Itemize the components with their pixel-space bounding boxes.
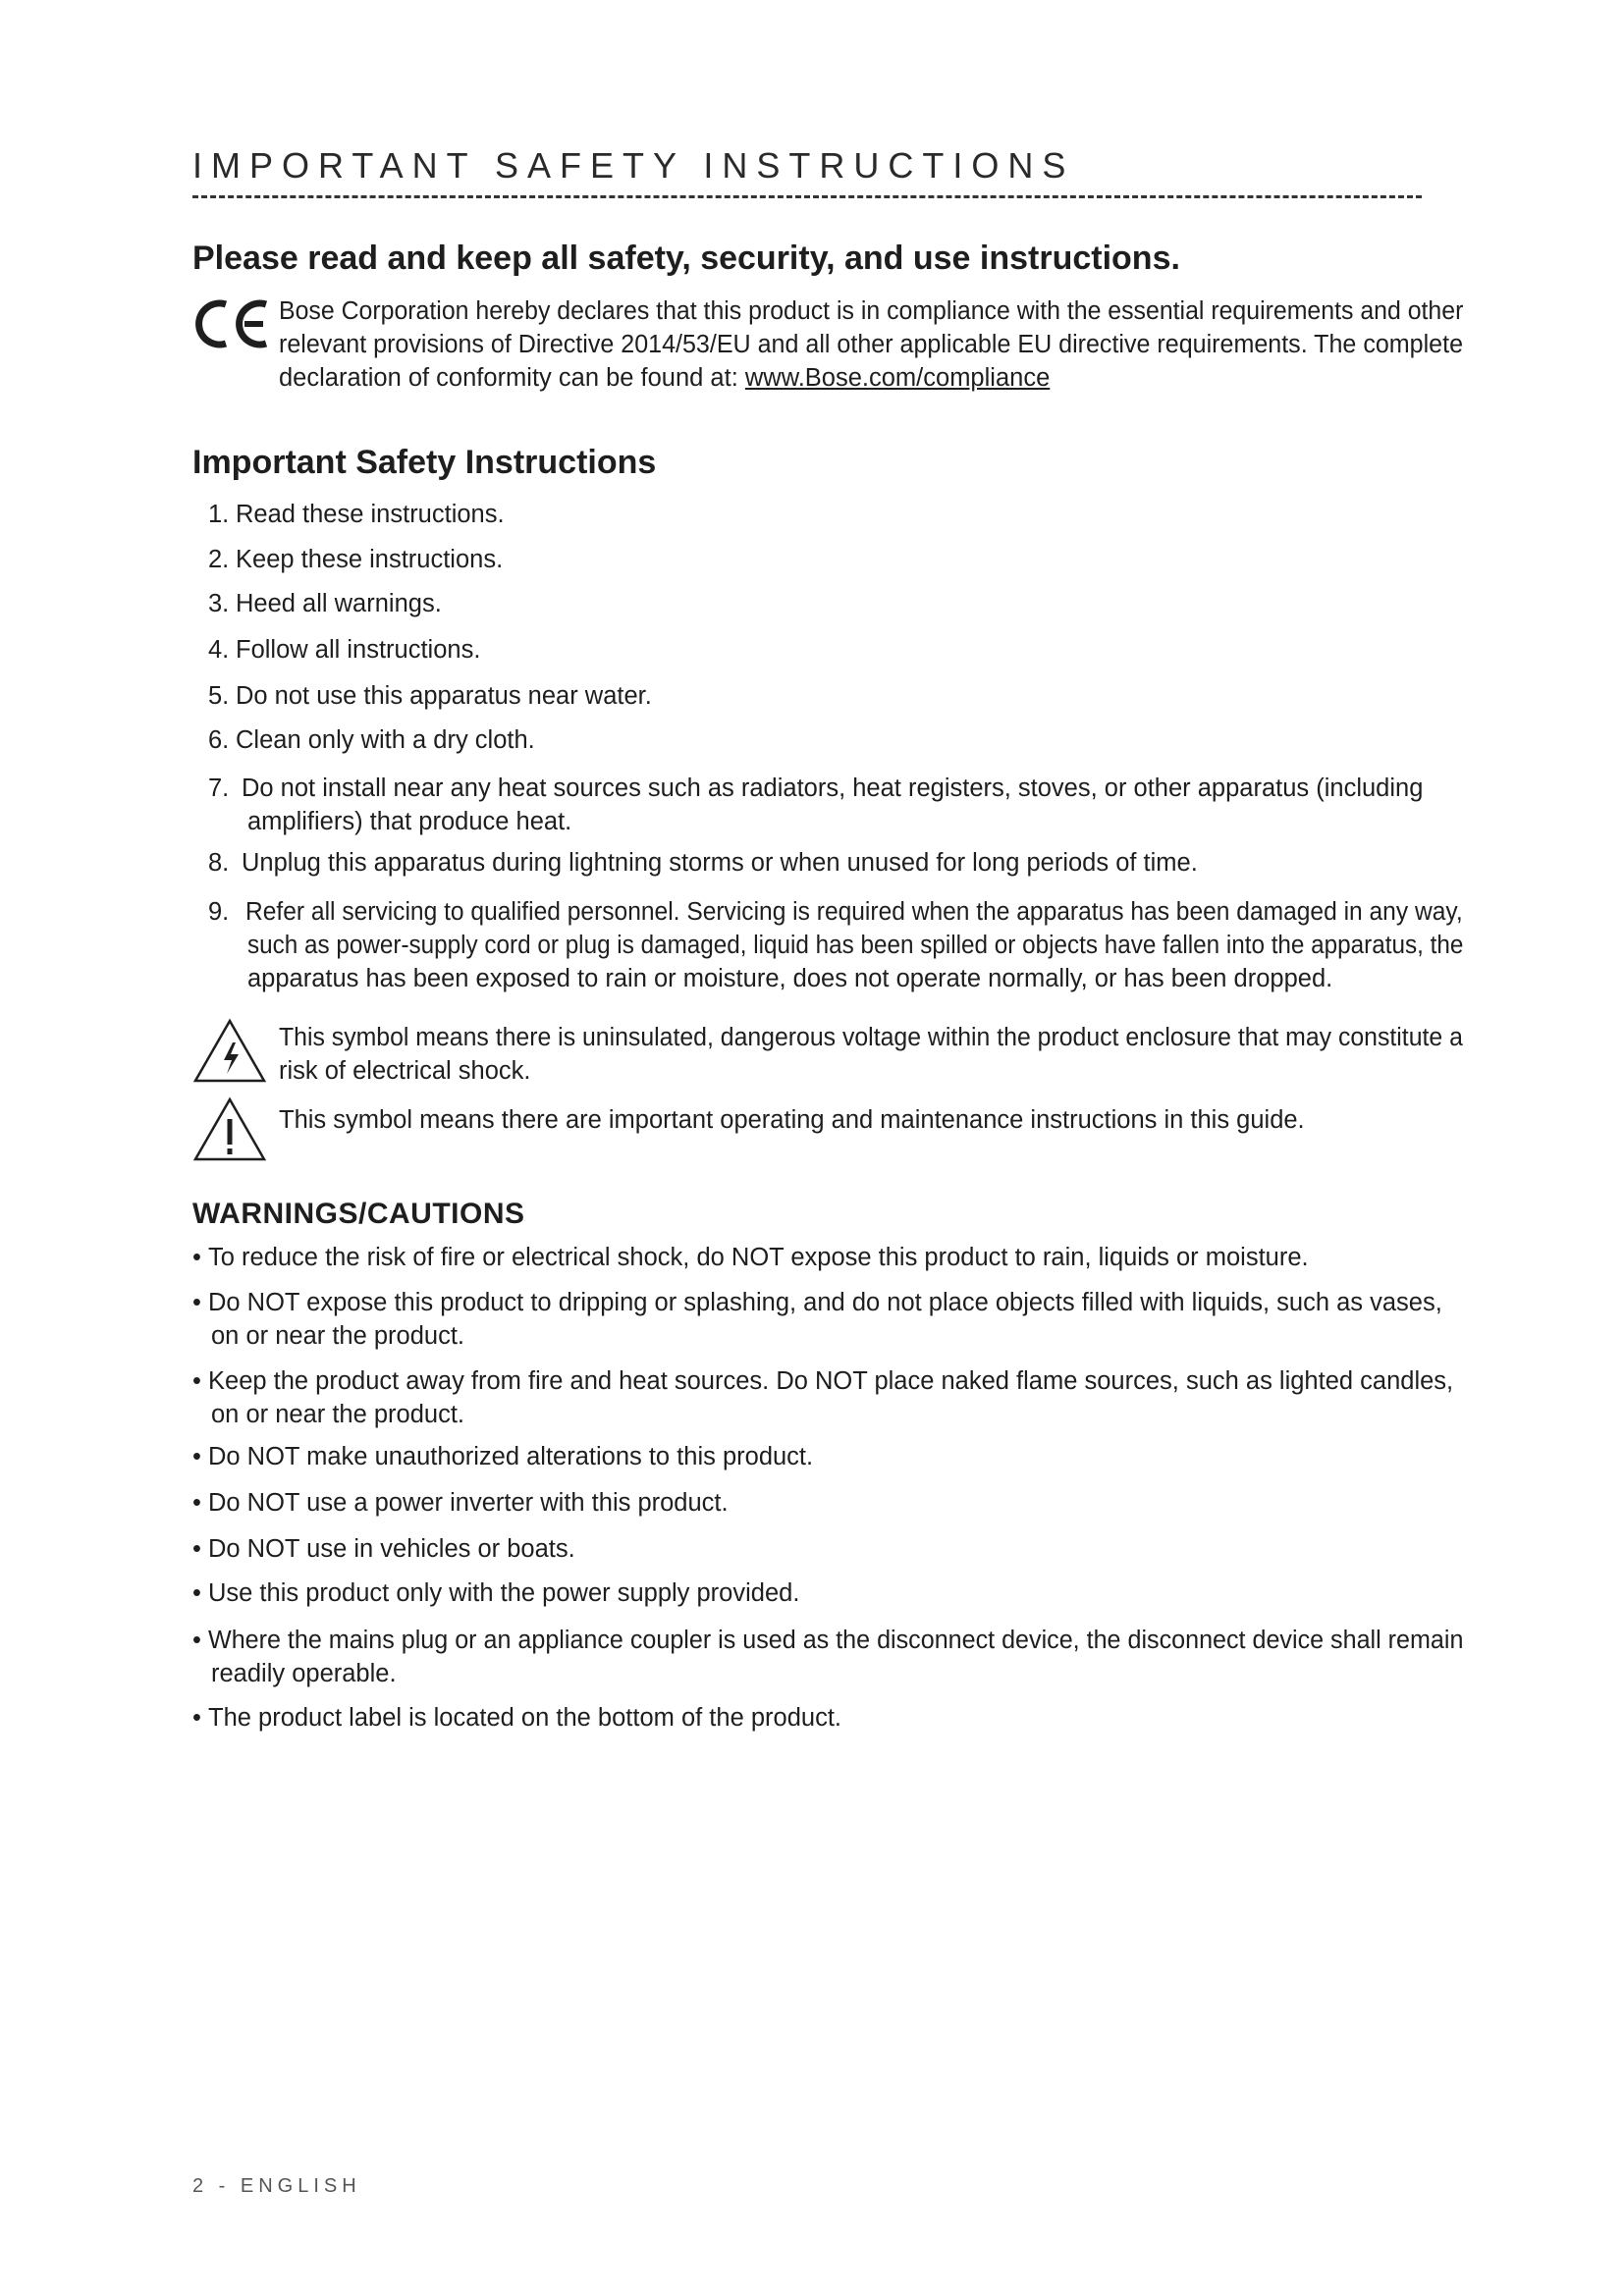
list-item: Heed all warnings. <box>236 590 442 617</box>
warning-item-continuation: readily operable. <box>211 1660 397 1687</box>
warning-item: Where the mains plug or an appliance coupler is used as the disconnect device, the disconnect device shall remain <box>208 1627 1464 1654</box>
list-item-number: 5. <box>208 682 230 710</box>
page-title: IMPORTANT SAFETY INSTRUCTIONS <box>192 145 1075 186</box>
page-footer: 2 - ENGLISH <box>192 2175 361 2197</box>
declaration-prefix: declaration of conformity can be found at: <box>279 364 745 392</box>
declaration-line: Bose Corporation hereby declares that this product is in compliance with the essential requirements and other <box>279 297 1464 325</box>
bullet: • <box>192 1244 201 1271</box>
warning-item-continuation: on or near the product. <box>211 1401 465 1428</box>
list-item-number: 3. <box>208 590 230 617</box>
list-item-number: 4. <box>208 636 230 664</box>
compliance-link[interactable]: www.Bose.com/compliance <box>744 364 1051 392</box>
bullet: • <box>192 1704 201 1732</box>
bullet: • <box>192 1579 201 1607</box>
warnings-heading: WARNINGS/CAUTIONS <box>192 1198 525 1230</box>
warning-item: The product label is located on the bottom of the product. <box>208 1704 841 1732</box>
warning-item: To reduce the risk of fire or electrical shock, do NOT expose this product to rain, liquids or moisture. <box>208 1244 1309 1271</box>
instructions-heading: Important Safety Instructions <box>192 444 657 481</box>
bullet: • <box>192 1627 201 1654</box>
list-item-number: 8. <box>208 849 230 877</box>
list-item: Unplug this apparatus during lightning storms or when unused for long periods of time. <box>242 849 1198 877</box>
list-item-number: 9. <box>208 898 230 926</box>
list-item-continuation: amplifiers) that produce heat. <box>247 808 572 835</box>
list-item: Read these instructions. <box>236 501 505 528</box>
warning-item: Do NOT use in vehicles or boats. <box>208 1535 575 1563</box>
bullet: • <box>192 1489 201 1517</box>
ce-mark-icon <box>192 298 269 349</box>
symbol-description: This symbol means there are important operating and maintenance instructions in this guide. <box>279 1106 1305 1134</box>
list-item-number: 6. <box>208 726 230 754</box>
bullet: • <box>192 1289 201 1316</box>
list-item: Follow all instructions. <box>236 636 481 664</box>
intro-heading: Please read and keep all safety, security, and use instructions. <box>192 240 1180 277</box>
title-divider <box>192 195 1422 198</box>
declaration-line: relevant provisions of Directive 2014/53/EU and all other applicable EU directive requirements. The complete <box>279 331 1464 358</box>
warning-item: Do NOT expose this product to dripping or splashing, and do not place objects filled with liquids, such as vases, <box>208 1289 1442 1316</box>
warning-item: Use this product only with the power supply provided. <box>208 1579 800 1607</box>
list-item-number: 7. <box>208 774 230 802</box>
list-item-number: 2. <box>208 546 230 573</box>
list-item: Keep these instructions. <box>236 546 504 573</box>
declaration-line <box>279 361 1050 395</box>
warning-item: Do NOT make unauthorized alterations to this product. <box>208 1443 814 1470</box>
warning-item-continuation: on or near the product. <box>211 1322 465 1350</box>
list-item: Clean only with a dry cloth. <box>236 726 535 754</box>
list-item-continuation: apparatus has been exposed to rain or moisture, does not operate normally, or has been dropped. <box>247 965 1333 992</box>
list-item: Refer all servicing to qualified personnel. Servicing is required when the apparatus has been damaged in any way, <box>245 898 1463 926</box>
list-item: Do not use this apparatus near water. <box>236 682 652 710</box>
symbol-description: risk of electrical shock. <box>279 1057 531 1085</box>
list-item: Do not install near any heat sources such as radiators, heat registers, stoves, or other apparatus (including <box>242 774 1424 802</box>
bullet: • <box>192 1367 201 1395</box>
symbol-description: This symbol means there is uninsulated, dangerous voltage within the product enclosure that may constitute a <box>279 1024 1463 1051</box>
list-item-number: 1. <box>208 501 230 528</box>
exclamation-warning-icon <box>192 1095 267 1162</box>
bullet: • <box>192 1443 201 1470</box>
bullet: • <box>192 1535 201 1563</box>
warning-item: Do NOT use a power inverter with this product. <box>208 1489 729 1517</box>
lightning-warning-icon <box>192 1017 267 1084</box>
list-item-continuation: such as power-supply cord or plug is damaged, liquid has been spilled or objects have fallen into the apparatus, the <box>247 932 1464 959</box>
warning-item: Keep the product away from fire and heat sources. Do NOT place naked flame sources, such as lighted candles, <box>208 1367 1454 1395</box>
